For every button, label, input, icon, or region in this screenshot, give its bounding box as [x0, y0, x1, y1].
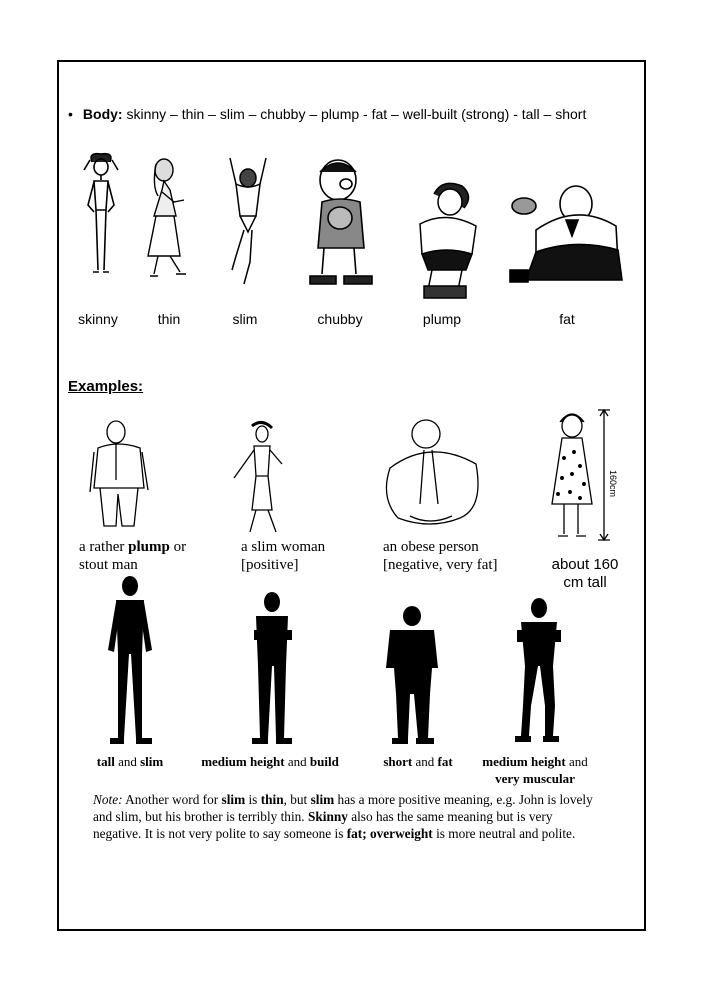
- chubby-figure: [306, 158, 376, 288]
- caption-short-fat: short and fat: [383, 754, 453, 769]
- caption-tall-slim: tall and slim: [96, 754, 164, 769]
- thin-figure: [140, 156, 198, 280]
- body-words: skinny – thin – slim – chubby – plump - fat – well-built (strong) - tall – short: [126, 106, 587, 122]
- note-paragraph: Note: Another word for slim is thin, but slim has a more positive meaning, e.g. John is lovely and slim, but his brother is terribly thin. Skinny also has the same meaning but is very negative. It is not very polite to say someone is fat; overweight is more neutral and polite.: [93, 792, 593, 841]
- caption-slim-woman: a slim woman [positive]: [241, 539, 326, 573]
- muscular-figure: [511, 596, 567, 746]
- medium-build-figure: [246, 590, 300, 746]
- bullet: •: [68, 106, 73, 122]
- label-fat: fat: [559, 311, 575, 327]
- slim-figure: [220, 156, 276, 290]
- fat-figure: [506, 176, 630, 284]
- slim-woman-figure: [232, 420, 288, 538]
- label-skinny: skinny: [78, 311, 118, 327]
- label-plump: plump: [422, 311, 462, 327]
- skinny-figure: [78, 150, 124, 278]
- caption-muscular: medium height and very muscular: [482, 754, 588, 786]
- tall-slim-figure: [102, 574, 158, 746]
- examples-heading: Examples:: [68, 378, 144, 395]
- body-vocabulary-line: [68, 106, 586, 122]
- label-thin: thin: [157, 311, 181, 327]
- height-figure: [548, 408, 618, 544]
- caption-obese-person: an obese person [negative, very fat]: [383, 539, 498, 573]
- stout-man-figure: [86, 418, 152, 534]
- plump-figure: [410, 180, 484, 302]
- height-scale-label: 160cm: [608, 470, 618, 498]
- label-slim: slim: [232, 311, 258, 327]
- short-fat-figure: [384, 604, 442, 746]
- body-label: Body:: [82, 106, 123, 122]
- obese-person-figure: [380, 418, 484, 534]
- caption-height: about 160 cm tall: [551, 556, 619, 591]
- caption-stout-man: a rather plump or stout man: [79, 539, 187, 573]
- caption-medium-build: medium height and build: [201, 754, 339, 769]
- label-chubby: chubby: [317, 311, 363, 327]
